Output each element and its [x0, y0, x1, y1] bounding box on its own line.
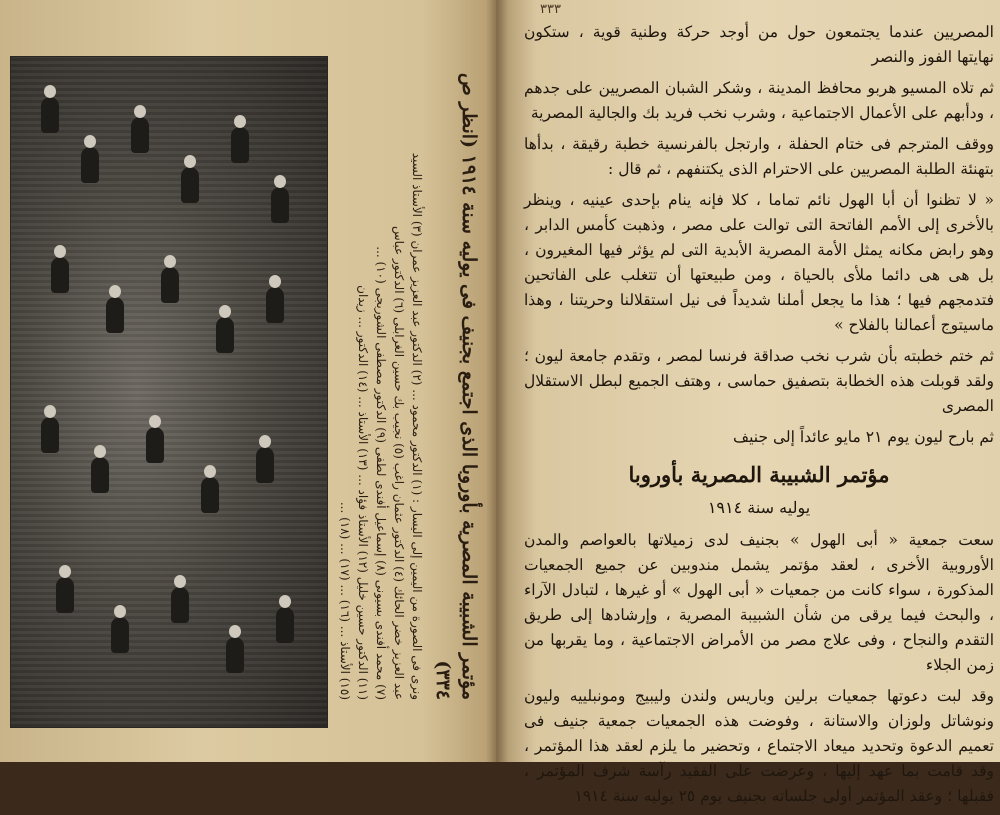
photo-face: [134, 105, 146, 118]
paragraph: ووقف المترجم فى ختام الحفلة ، وارتجل بالفرنسية خطبة رقيقة ، بدأها بتهنئة الطلبة المصريين على الاحترام الذى يكتنفهم ، ثم قال :: [524, 135, 994, 178]
photo-figure: [41, 97, 59, 133]
photo-face: [114, 605, 126, 618]
section-subtitle: يوليه سنة ١٩١٤: [707, 498, 811, 517]
photo-face: [149, 415, 161, 428]
photo-figure: [106, 297, 124, 333]
caption-line: (١١) الدكتور حسين خليل (١٢) الأستاذ فؤاد ... (١٣) الأستاذ ... (١٤) الدكتور ... زيدان: [356, 285, 370, 700]
paragraph: ثم ختم خطبته بأن شرب نخب صداقة فرنسا لمصر ، وتقدم جامعة ليون ؛ ولقد قوبلت هذه الخطابة بتصفيق حماسى ، وهتف الجميع لبطل الاستقلال المصرى: [524, 347, 994, 415]
photo-figure: [266, 287, 284, 323]
photo-face: [229, 625, 241, 638]
photo-figure: [56, 577, 74, 613]
photo-figure: [41, 417, 59, 453]
photo-face: [94, 445, 106, 458]
photo-figure: [226, 637, 244, 673]
book-gutter: [486, 0, 508, 762]
section-title: مؤتمر الشبيبة المصرية بأوروبا: [628, 462, 890, 487]
photo-figure: [51, 257, 69, 293]
paragraph: سعت جمعية « أبى الهول » بجنيف لدى زميلاتها بالعواصم والمدن الأوروبية الأخرى ، لعقد مؤتمر يشمل مندوبين عن جميع الجمعيات المذكورة ، سواء كانت من جمعيات « أبى الهول » أو غيرها ، لتبادل الآراء ، والبحث فيما يرقى من شأن الشبيبة المصرية ، وإرشادها إلى طريق التقدم والنجاح ، وفى علاج مصر من الأمراض الاجتماعية ، وما يقربها من زمن الجلاء: [524, 531, 994, 674]
photo-face: [84, 135, 96, 148]
paragraph: وقد لبت دعوتها جمعيات برلين وباريس ولندن وليبيج ومونبلييه وليون ونوشاتل ولوزان والاستانة ، وفوضت هذه الجمعيات جمعية جنيف فى تعميم الدعوة وتحديد ميعاد الاجتماع ، وتحضير ما يلزم لعقد هذا المؤتمر ، وقد قامت بما عهد إليها ، وعرضت على الفقيد رآسة شرف المؤتمر ، فقبلها ؛ وعقد المؤتمر أولى جلساته بجنيف يوم ٢٥ يوليه سنة ١٩١٤: [524, 687, 994, 805]
photo-face: [234, 115, 246, 128]
photo-figure: [91, 457, 109, 493]
caption-line: (٧) محمد أفندى بسيونى (٨) إسماعيل أفندى لطفى (٩) الدكتور مصطفى الشوربجى (١٠) ...: [374, 246, 388, 700]
right-page-text: [524, 20, 994, 815]
photo-face: [164, 255, 176, 268]
photo-face: [279, 595, 291, 608]
photo-face: [44, 85, 56, 98]
photo-figure: [256, 447, 274, 483]
photo-figure: [181, 167, 199, 203]
photo-figure: [146, 427, 164, 463]
photo-figure: [231, 127, 249, 163]
photo-face: [44, 405, 56, 418]
photo-face: [219, 305, 231, 318]
photo-figure: [81, 147, 99, 183]
caption-line: (١٥) الأستاذ ... (١٦) ... (١٧) ... (١٨) ...: [338, 501, 352, 700]
caption-line: عبد العزيز خضر الحائك (٤) الدكتور عثمان راغب (٥) نجيب بك حسين الغرابلى (٦) الدكتور عباس: [392, 226, 406, 700]
left-page: [0, 0, 496, 762]
photo-face: [184, 155, 196, 168]
photo-face: [204, 465, 216, 478]
caption-title: مؤتمر الشبيبة المصرية بأوروبا الذى اجتمع بجنيف فى يوليه سنة ١٩١٤ (انظر ص ٣٣٤): [432, 72, 480, 700]
photo-face: [59, 565, 71, 578]
photo-face: [259, 435, 271, 448]
photo-face: [174, 575, 186, 588]
paragraph: ثم بارح ليون يوم ٢١ مايو عائداً إلى جنيف: [733, 428, 994, 446]
paragraph: المصريين عندما يجتمعون حول من أوجد حركة وطنية قوية ، ستكون نهايتها الفوز والنصر: [524, 23, 994, 66]
quote-paragraph: « لا تظنوا أن أبا الهول نائم تماما ، كلا فإنه ينام بإحدى عينيه ، وينظر بالأخرى إلى الأمم الفاتحة التى توالت على مصر ، وذهبت كأمس الدابر ، وهو رابض مكانه يمثل الأمة المصرية الأبدية التى لم يؤثر فيها المغيرون ، بل هى هى دائما ملأى بالحياة ، ومن طبيعتها أن تتغلب على الفاتحين فتدمجهم فيها ؛ هذا ما يجعل أملنا شديداً فى نيل استقلالنا وحريتنا ، وهذا ماسيتوج أعمالنا بالفلاح »: [524, 191, 994, 334]
photo-figure: [216, 317, 234, 353]
photo-figure: [171, 587, 189, 623]
page-number: ٣٣٣: [540, 2, 561, 17]
photo-figure: [201, 477, 219, 513]
caption-line: ونرى فى الصورة من اليمين إلى اليسار : (١) الدكتور محمود ... (٢) الدكتور عبد العزيز عمران (٣) الأستاذ السيد: [410, 152, 424, 700]
photo-caption-rotated: [332, 60, 482, 700]
photo-face: [54, 245, 66, 258]
photo-face: [109, 285, 121, 298]
photo-figure: [111, 617, 129, 653]
photo-caption: [332, 60, 482, 700]
photo-figure: [161, 267, 179, 303]
photo-figure: [276, 607, 294, 643]
group-photograph: [10, 56, 328, 728]
photo-face: [269, 275, 281, 288]
photo-figure: [271, 187, 289, 223]
photo-figure: [131, 117, 149, 153]
photo-face: [274, 175, 286, 188]
paragraph: ثم تلاه المسيو هربو محافظ المدينة ، وشكر الشبان المصريين على جدهم ، ودأبهم على الأعمال الاجتماعية ، وشرب نخب فريد بك والجالية المصرية: [524, 79, 994, 122]
